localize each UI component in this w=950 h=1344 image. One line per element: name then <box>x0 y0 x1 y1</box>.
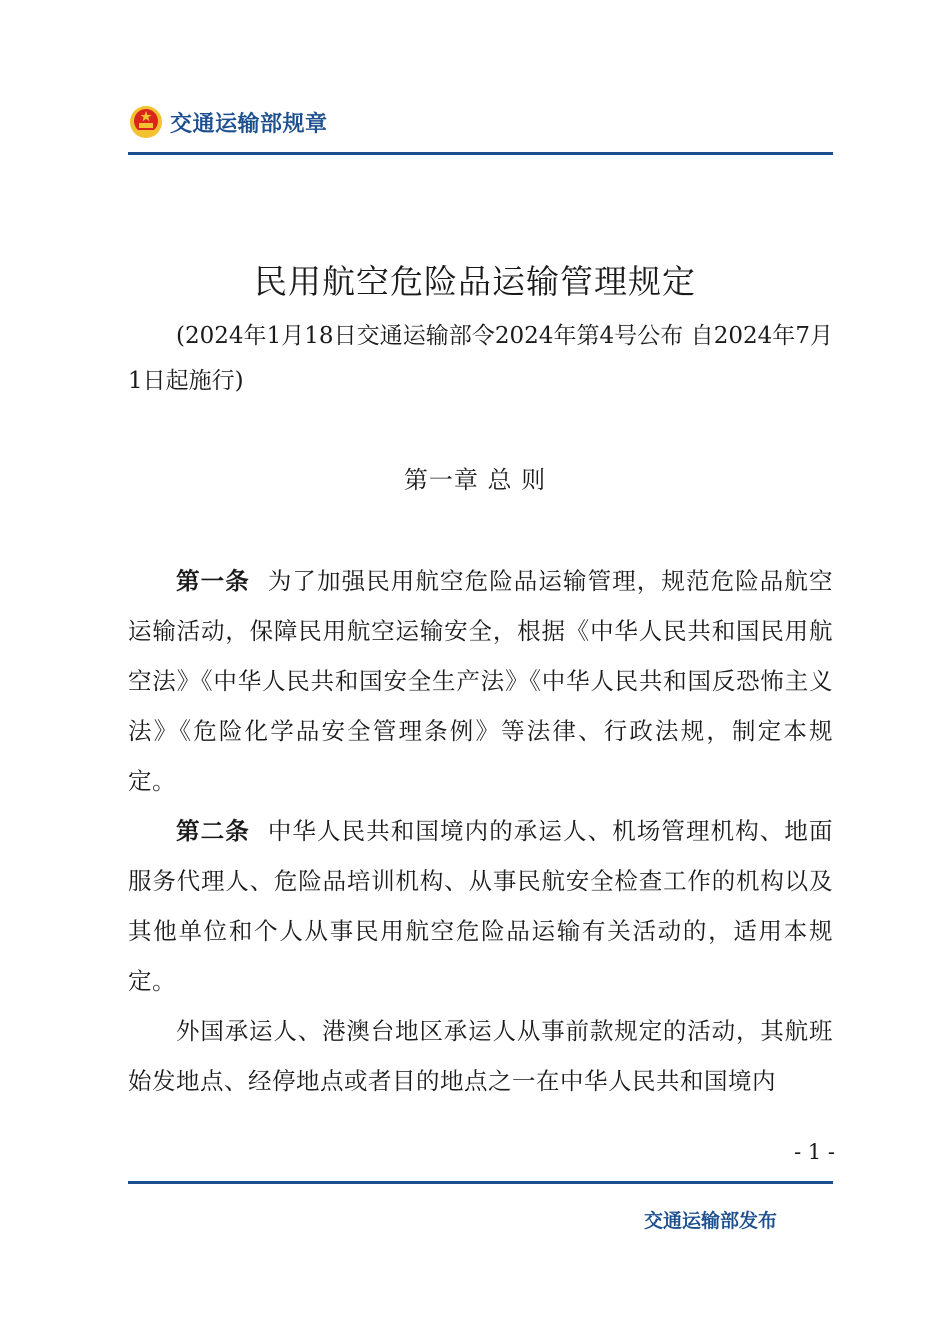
article-paragraph <box>128 806 833 1006</box>
document-title: 民用航空危险品运输管理规定 <box>254 262 696 301</box>
page-number: - 1 - <box>794 1140 835 1164</box>
chapter-heading: 第一章 总 则 <box>403 466 547 494</box>
article-paragraph <box>128 556 833 806</box>
document-body <box>128 556 833 1106</box>
header-title: 交通运输部规章 <box>170 111 328 137</box>
national-emblem-icon <box>128 104 164 140</box>
document-subtitle: (2024年1月18日交通运输部令2024年第4号公布 自2024年7月1日起施行) <box>128 323 833 394</box>
continued-paragraph: 外国承运人、港澳台地区承运人从事前款规定的活动，其航班始发地点、经停地点或者目的地点之一在中华人民共和国境内 <box>128 1017 833 1095</box>
footer-publisher: 交通运输部发布 <box>643 1210 777 1232</box>
article-label: 第一条 <box>176 567 250 595</box>
page-header <box>128 100 328 144</box>
article-label: 第二条 <box>176 817 250 845</box>
footer-divider <box>128 1181 833 1184</box>
header-divider <box>128 152 833 155</box>
article-text: 中华人民共和国境内的承运人、机场管理机构、地面服务代理人、危险品培训机构、从事民航安全检查工作的机构以及其他单位和个人从事民用航空危险品运输有关活动的，适用本规定。 <box>128 817 834 995</box>
article-text: 为了加强民用航空危险品运输管理，规范危险品航空运输活动，保障民用航空运输安全，根据《中华人民共和国民用航空法》《中华人民共和国安全生产法》《中华人民共和国反恐怖主义法》《危险化学品安全管理条例》等法律、行政法规，制定本规定。 <box>128 567 834 795</box>
